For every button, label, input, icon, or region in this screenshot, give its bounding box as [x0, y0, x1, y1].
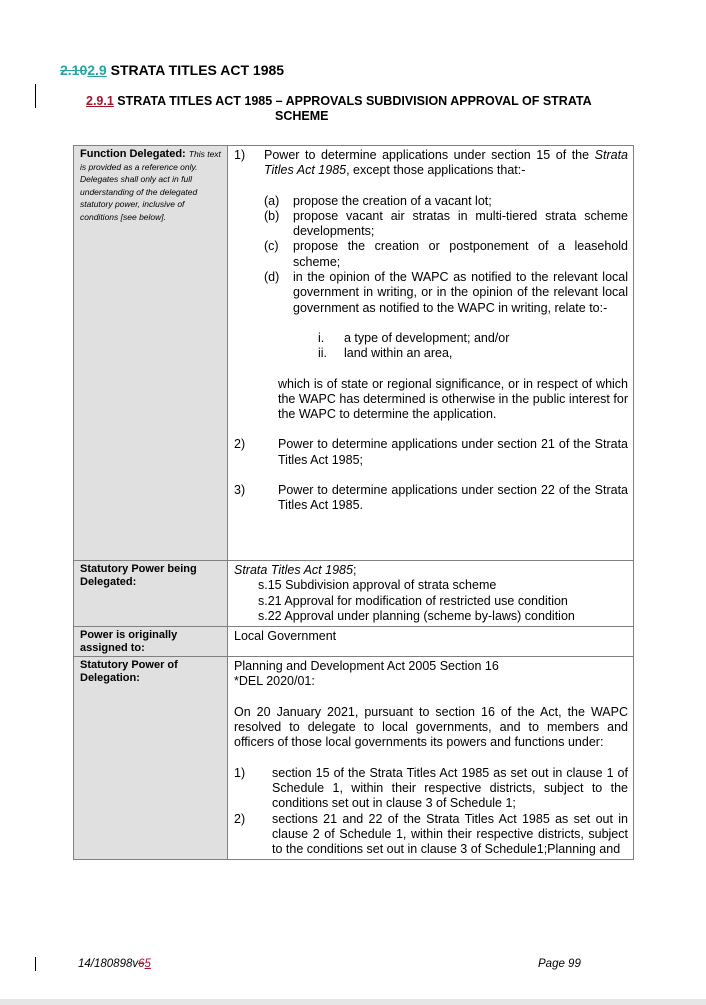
subsection-number: 2.9.1 — [86, 94, 114, 108]
delegation-power-label: Statutory Power of Delegation: — [74, 657, 228, 860]
sub-item-b: (b) propose vacant air stratas in multi-tiered strata scheme developments; — [264, 208, 628, 239]
subsection-title-line2: SCHEME — [275, 109, 329, 123]
statutory-section-15: s.15 Subdivision approval of strata scheme — [258, 578, 497, 593]
change-bar-bottom — [35, 957, 36, 971]
inserted-version-digit: 5 — [144, 958, 151, 970]
statutory-section-22: s.22 Approval under planning (scheme by-laws) condition — [258, 608, 575, 623]
deleted-section-number: 2.10 — [60, 62, 88, 78]
function-delegated-label: Function Delegated: — [80, 148, 186, 160]
sub-item-d: (d) in the opinion of the WAPC as notified to the relevant local government in writing, or in the opinion of the relevant local government as notified to the WAPC in writing, relate to:- — [264, 270, 628, 315]
significance-paragraph: which is of state or regional significance, or in respect of which the WAPC has determined is otherwise in the public interest for the WAPC to determine the application. — [278, 376, 628, 422]
function-delegated-note: This text is provided as a reference only. Delegates shall only act in full understanding of the delegated statutory power, inclusive of conditions [see below]. — [80, 149, 221, 222]
function-delegated-row — [74, 146, 634, 561]
document-reference: 14/180898v65 — [78, 958, 151, 970]
function-delegated-value-cell — [228, 146, 634, 561]
delegation-item-2: 2) sections 21 and 22 of the Strata Titles Act 1985 as set out in clause 2 of Schedule 1, within their respective districts, subject to the conditions set out in clause 3 of Schedule1;Planning and — [234, 811, 628, 857]
page-bottom-edge — [0, 999, 706, 1005]
subsection-title-line1: STRATA TITLES ACT 1985 – APPROVALS SUBDIVISION APPROVAL OF STRATA — [117, 94, 592, 108]
function-item-2: 2) Power to determine applications under section 21 of the Strata Titles Act 1985; — [234, 437, 628, 467]
subsection-heading — [86, 94, 632, 124]
delegation-table — [73, 145, 634, 860]
statutory-power-row — [74, 561, 634, 627]
delegation-power-row — [74, 657, 634, 860]
assigned-row — [74, 627, 634, 657]
delegation-item-1: 1) section 15 of the Strata Titles Act 1985 as set out in clause 1 of Schedule 1, within their respective districts, subject to the conditions set out in clause 3 of Schedule 1; — [234, 765, 628, 811]
roman-item-i: i. a type of development; and/or — [318, 330, 510, 345]
assigned-value: Local Government — [228, 627, 634, 657]
delegation-paragraph: On 20 January 2021, pursuant to section 16 of the Act, the WAPC resolved to delegate to local governments, and to members and officers of those local governments its powers and functions under: — [234, 704, 628, 750]
change-bar-top — [35, 84, 36, 108]
section-title: STRATA TITLES ACT 1985 — [110, 62, 285, 78]
statutory-act: Strata Titles Act 1985; — [234, 563, 357, 577]
delegation-power-value-cell — [228, 657, 634, 860]
statutory-power-value-cell — [228, 561, 634, 627]
sub-item-c: (c) propose the creation or postponement of a leasehold scheme; — [264, 239, 628, 269]
roman-item-ii: ii. land within an area, — [318, 346, 453, 361]
function-item-3: 3) Power to determine applications under section 22 of the Strata Titles Act 1985. — [234, 483, 628, 513]
delegation-act-line: Planning and Development Act 2005 Section 16 — [234, 659, 499, 674]
section-heading — [60, 62, 284, 78]
function-delegated-label-cell — [74, 146, 228, 561]
page-number: Page 99 — [538, 958, 581, 970]
function-item-1: 1) Power to determine applications under section 15 of the Strata Titles Act 1985, except those applications that:- — [234, 148, 628, 178]
deleted-version-digit: 6 — [138, 958, 145, 970]
assigned-label: Power is originally assigned to: — [74, 627, 228, 657]
inserted-section-number: 2.9 — [87, 62, 107, 78]
statutory-section-21: s.21 Approval for modification of restricted use condition — [258, 593, 568, 608]
statutory-power-label: Statutory Power being Delegated: — [74, 561, 228, 627]
sub-item-a: (a) propose the creation of a vacant lot; — [264, 193, 492, 208]
delegation-ref-line: *DEL 2020/01: — [234, 674, 315, 689]
